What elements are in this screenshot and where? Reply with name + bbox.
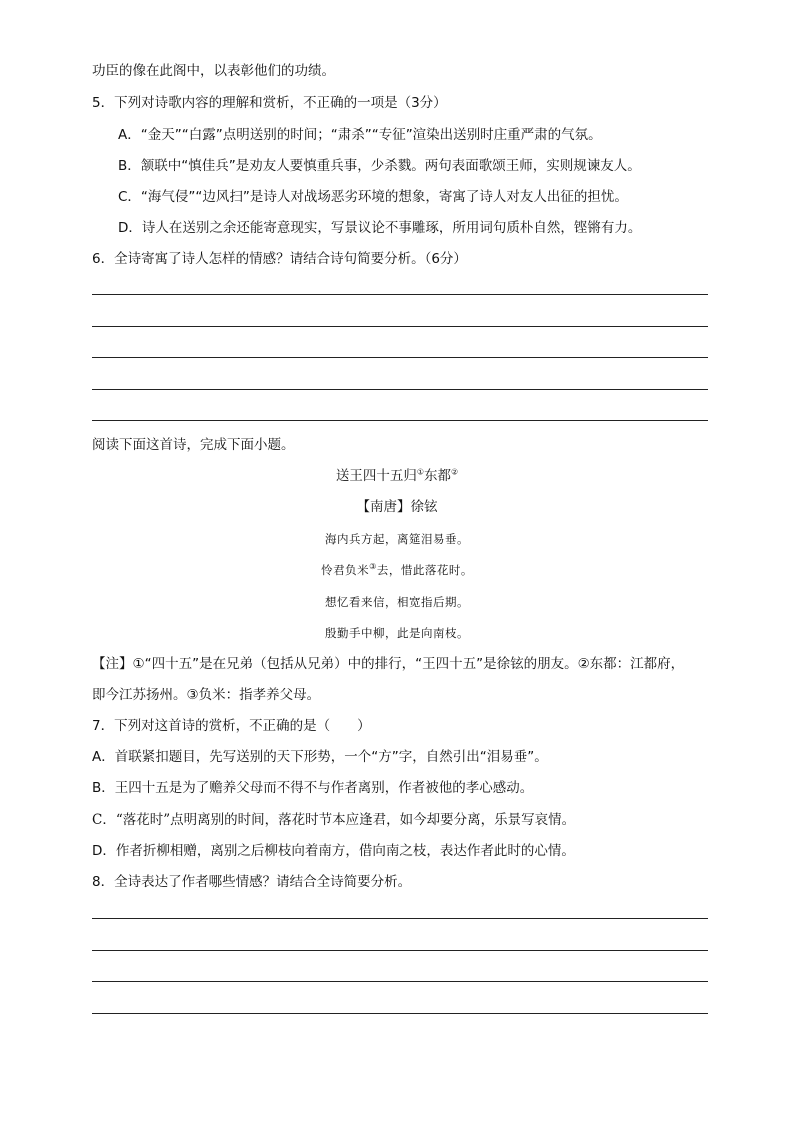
question-5-option-d: D．诗人在送别之余还能寄意现实，写景议论不事雕琢，所用词句质朴自然，铿锵有力。 (118, 220, 642, 236)
answer-line (92, 981, 708, 982)
answer-line (92, 389, 708, 390)
answer-line (92, 357, 708, 358)
answer-line (92, 294, 708, 295)
answer-line (92, 326, 708, 327)
poem-line-4: 殷勤手中柳，此是向南枝。 (325, 626, 469, 640)
reading-intro: 阅读下面这首诗，完成下面小题。 (92, 437, 295, 453)
note-line-2: 即今江苏扬州。③负米：指孝养父母。 (92, 687, 321, 703)
question-6-stem: 6．全诗寄寓了诗人怎样的情感？请结合诗句简要分析。（6分） (92, 251, 467, 267)
question-7-option-a: A．首联紧扣题目，先写送别的天下形势，一个“方”字，自然引出“泪易垂”。 (92, 749, 548, 765)
answer-line (92, 420, 708, 421)
question-7-stem: 7．下列对这首诗的赏析，不正确的是（ ） (92, 718, 371, 734)
answer-line (92, 918, 708, 919)
question-5-option-a: A．“金天”“白露”点明送别的时间；“肃杀”“专征”渲染出送别时庄重严肃的气氛。 (118, 127, 602, 143)
poem-title: 送王四十五归①东都② (335, 467, 459, 484)
poem-author: 【南唐】徐铉 (356, 499, 438, 515)
intro-tail-text: 功臣的像在此阁中，以表彰他们的功绩。 (92, 63, 335, 79)
question-7-option-d: D．作者折柳相赠，离别之后柳枝向着南方，借向南之枝，表达作者此时的心情。 (92, 843, 575, 859)
question-7-option-b: B．王四十五是为了赡养父母而不得不与作者离别，作者被他的孝心感动。 (92, 780, 534, 796)
answer-line (92, 1013, 708, 1014)
poem-line-3: 想忆看来信，相宽指后期。 (325, 595, 469, 609)
poem-line-1: 海内兵方起，离筵泪易垂。 (325, 532, 469, 546)
question-7-option-c: C．“落花时”点明离别的时间，落花时节本应逢君，如今却要分离，乐景写哀情。 (92, 812, 576, 828)
question-8-stem: 8．全诗表达了作者哪些情感？请结合全诗简要分析。 (92, 874, 412, 890)
question-5-option-c: C．“海气侵”“边风扫”是诗人对战场恶劣环境的想象，寄寓了诗人对友人出征的担忧。 (118, 189, 628, 205)
question-5-option-b: B．颔联中“慎佳兵”是劝友人要慎重兵事，少杀戮。两句表面歌颂王师，实则规谏友人。 (118, 158, 641, 174)
answer-line (92, 950, 708, 951)
poem-line-2: 怜君负米③去，惜此落花时。 (321, 562, 473, 577)
question-5-stem: 5．下列对诗歌内容的理解和赏析，不正确的一项是（3分） (92, 95, 447, 111)
note-line-1: 【注】①“四十五”是在兄弟（包括从兄弟）中的排行，“王四十五”是徐铉的朋友。②东都：江都府， (92, 656, 685, 672)
